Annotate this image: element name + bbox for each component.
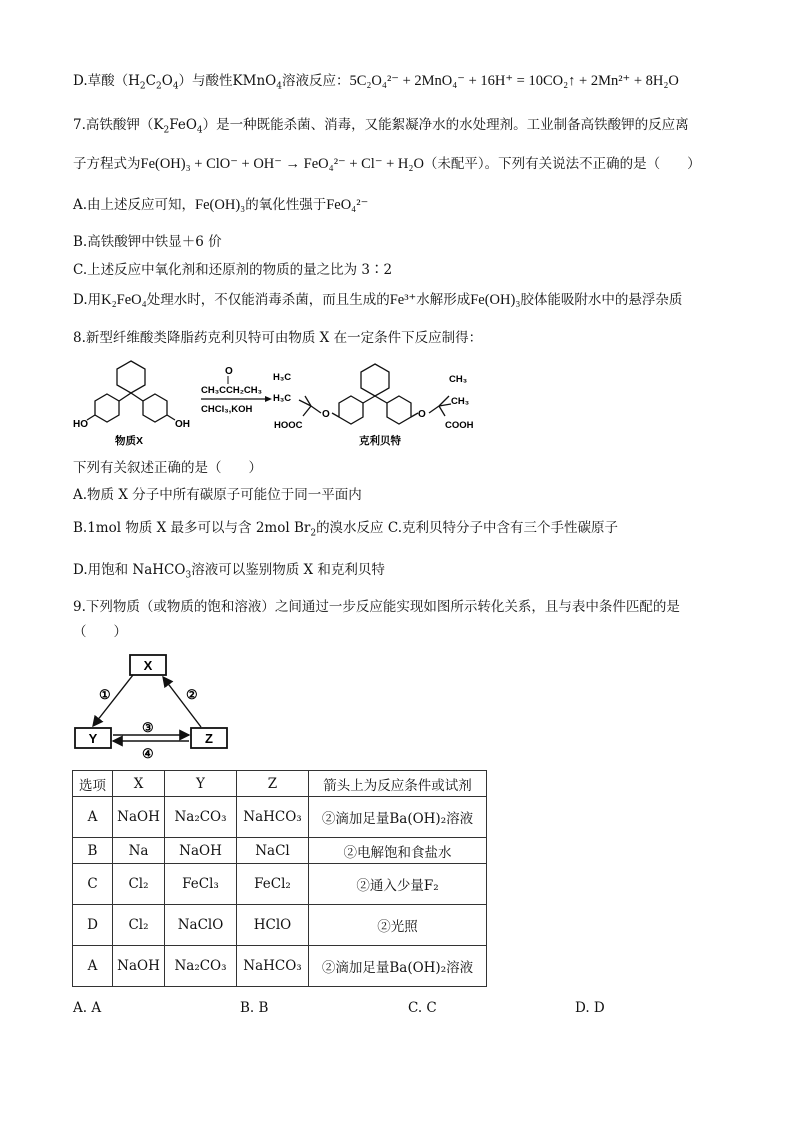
q7-stem-line2: 子方程式为Fe(OH)₃ + ClO⁻ + OH⁻ → FeO₄²⁻ + Cl⁻ + H₂O（未配平）。下列有关说法不正确的是（ ） [73, 156, 701, 172]
answer-b[interactable]: B. B [240, 1000, 269, 1016]
q7-option-a: A.由上述反应可知，Fe(OH)₃的氧化性强于FeO₄²⁻ [73, 197, 369, 213]
arrow-1-label: ① [99, 687, 111, 702]
q8-option-d: D.用饱和 NaHCO$_3$溶液可以鉴别物质 X 和克利贝特 [73, 562, 385, 581]
table-cell: NaHCO₃ [237, 946, 309, 987]
table-cell: ②滴加足量Ba(OH)₂溶液 [309, 946, 487, 987]
table-cell: ②滴加足量Ba(OH)₂溶液 [309, 797, 487, 838]
table-cell: A [73, 946, 113, 987]
table-header-cell: 选项 [73, 771, 113, 797]
benzene-right-x [143, 394, 167, 422]
ketone-oxygen: O [225, 366, 233, 377]
ether-oxygen-right: O [418, 409, 426, 420]
product-hooc: HOOC [274, 420, 303, 431]
table-cell: ②电解饱和食盐水 [309, 838, 487, 864]
product-ch3-2: CH₃ [451, 396, 470, 407]
ether-oxygen-left: O [322, 409, 330, 420]
table-row [73, 797, 487, 838]
q9-stem-line2: （ ） [73, 624, 127, 640]
table-cell: D [73, 905, 113, 946]
table-cell: NaHCO₃ [237, 797, 309, 838]
table-cell: HClO [237, 905, 309, 946]
node-y-label: Y [88, 731, 98, 746]
q6-equation: 5C₂O₄²⁻ + 2MnO₄⁻ + 16H⁺ = 10CO₂↑ + 2Mn²⁺ + 8H₂O [349, 73, 679, 89]
table-cell: NaOH [113, 946, 165, 987]
table-cell: FeCl₂ [237, 864, 309, 905]
table-cell: Na₂CO₃ [165, 946, 237, 987]
arrow-4-label: ④ [142, 746, 154, 760]
q9-table-body [73, 771, 487, 987]
x-oh-label: OH [175, 419, 190, 430]
table-cell: NaClO [165, 905, 237, 946]
node-x-label: X [143, 658, 153, 673]
table-cell: C [73, 864, 113, 905]
answer-d[interactable]: D. D [575, 1000, 605, 1016]
table-cell: Na₂CO₃ [165, 797, 237, 838]
product-h3c-2: H₃C [273, 393, 292, 404]
q8-reaction-scheme [73, 356, 493, 448]
q8-question: 下列有关叙述正确的是（ ） [73, 460, 262, 476]
table-cell: NaOH [165, 838, 237, 864]
table-cell: Na [113, 838, 165, 864]
cyclohexane-ring-x [117, 361, 145, 393]
table-header-cell: X [113, 771, 165, 797]
table-cell: NaOH [113, 797, 165, 838]
product-h3c: H₃C [273, 372, 292, 383]
arrow-2-z-to-x [163, 677, 201, 727]
q6-option-d: D.草酸$(H_2C_2O_4)$与酸性KMnO$_4$溶液反应：5C₂O₄²⁻ + 2MnO₄⁻ + 16H⁺ = 10CO₂↑ + 2Mn²⁺ + 8H₂O [73, 73, 679, 92]
substance-x-label: 物质X [115, 435, 144, 447]
q7-option-b: B.高铁酸钾中铁显＋6 价 [73, 234, 222, 250]
arrow-3-label: ③ [142, 720, 154, 735]
table-row [73, 905, 487, 946]
q9-stem-line1: 9.下列物质（或物质的饱和溶液）之间通过一步反应能实现如图所示转化关系，且与表中条件匹配的是 [73, 599, 680, 615]
answer-a[interactable]: A. A [73, 1000, 102, 1016]
table-row [73, 838, 487, 864]
table-cell: NaCl [237, 838, 309, 864]
reagent-base: CHCl₃,KOH [201, 404, 253, 415]
product-ch3: CH₃ [449, 374, 468, 385]
q8-stem: 8.新型纤维酸类降脂药克利贝特可由物质 X 在一定条件下反应制得： [73, 330, 483, 346]
q7-stem-line1: 7.高铁酸钾$(K_2FeO_4)$是一种既能杀菌、消毒，又能絮凝净水的水处理剂。工业制备高铁酸钾的反应离 [73, 117, 689, 136]
cyclohexane-ring-product [361, 364, 389, 396]
table-cell: B [73, 838, 113, 864]
arrow-2-label: ② [186, 687, 198, 702]
table-cell: Cl₂ [113, 905, 165, 946]
q7-option-c: C.上述反应中氧化剂和还原剂的物质的量之比为 3∶2 [73, 262, 393, 278]
table-header-cell: Y [165, 771, 237, 797]
table-row [73, 946, 487, 987]
q8-option-b-c: B.1mol 物质 X 最多可以与含 2mol $Br_2$的溴水反应 C.克利贝特分子中含有三个手性碳原子 [73, 520, 618, 539]
q7-option-d: D.用K₂FeO₄处理水时，不仅能消毒杀菌，而且生成的Fe³⁺水解形成Fe(OH)₃胶体能吸附水中的悬浮杂质 [73, 292, 683, 308]
table-cell: FeCl₃ [165, 864, 237, 905]
benzene-right-product [387, 396, 411, 424]
table-cell: ②光照 [309, 905, 487, 946]
table-header-cell: 箭头上为反应条件或试剂 [309, 771, 487, 797]
reagent-ketone: CH₃CCH₂CH₃ [201, 385, 263, 396]
benzene-left-x [95, 394, 119, 422]
q9-transformation-diagram [73, 652, 233, 760]
answer-c[interactable]: C. C [408, 1000, 437, 1016]
table-cell: Cl₂ [113, 864, 165, 905]
q7-equation: Fe(OH)₃ + ClO⁻ + OH⁻ → FeO₄²⁻ + Cl⁻ + H₂O [140, 156, 424, 172]
table-header-cell: Z [237, 771, 309, 797]
benzene-left-product [339, 396, 363, 424]
table-cell: A [73, 797, 113, 838]
clinofibrate-label: 克利贝特 [359, 435, 401, 447]
node-z-label: Z [205, 731, 213, 746]
product-cooh: COOH [445, 420, 474, 431]
substance-x-structure [87, 361, 175, 422]
table-cell: ②通入少量F₂ [309, 864, 487, 905]
table-header-row [73, 771, 487, 797]
table-row [73, 864, 487, 905]
x-ho-label: HO [73, 419, 88, 430]
q8-option-a: A.物质 X 分子中所有碳原子可能位于同一平面内 [73, 487, 362, 503]
q9-options-table [72, 770, 487, 987]
